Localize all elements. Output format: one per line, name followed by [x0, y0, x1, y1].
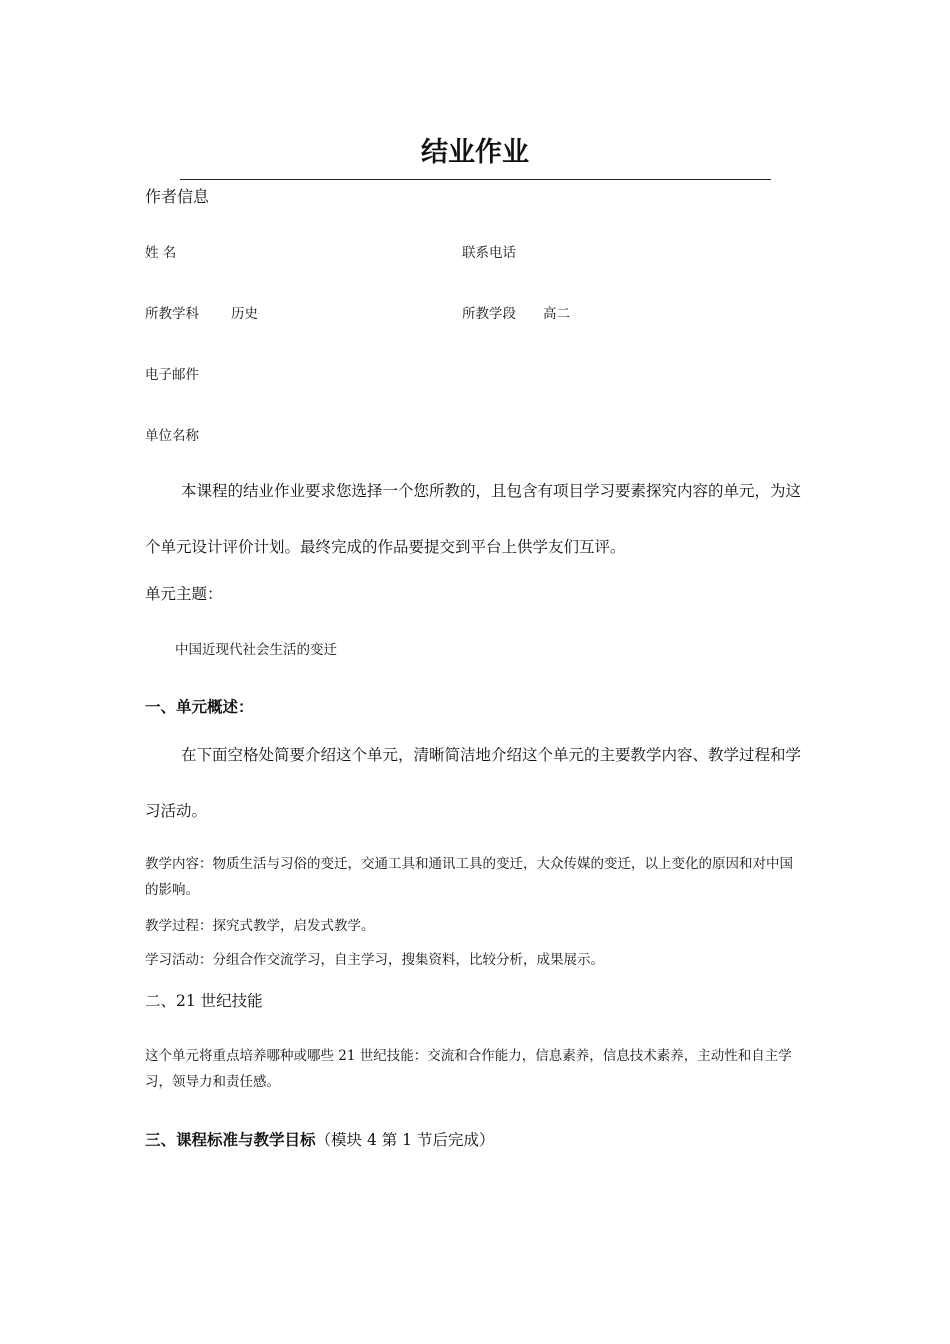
unit-label: 单位名称	[145, 428, 199, 444]
subject-label: 所教学科	[145, 306, 199, 322]
section3-heading-line	[145, 1128, 494, 1150]
document-title: 结业作业	[421, 137, 529, 168]
section1-instruction: 在下面空格处简要介绍这个单元，清晰简洁地介绍这个单元的主要教学内容、教学过程和学习活动。	[145, 746, 802, 820]
email-label: 电子邮件	[145, 367, 199, 383]
section2-heading: 二、21 世纪技能	[145, 992, 263, 1010]
phone-label: 联系电话	[462, 245, 516, 261]
teaching-process: 教学过程：探究式教学，启发式教学。	[145, 918, 375, 934]
unit-theme-label: 单元主题：	[145, 585, 223, 603]
section3-heading: 三、课程标准与教学目标	[145, 1131, 316, 1149]
grade-value: 高二	[543, 306, 570, 322]
learning-activities: 学习活动：分组合作交流学习，自主学习，搜集资料，比较分析，成果展示。	[145, 952, 604, 968]
intro-paragraph: 本课程的结业作业要求您选择一个您所教的，且包含有项目学习要素探究内容的单元，为这个单元设计评价计划。最终完成的作品要提交到平台上供学友们互评。	[145, 482, 802, 556]
subject-value: 历史	[231, 306, 258, 322]
author-info-heading: 作者信息	[145, 187, 210, 206]
name-label: 姓 名	[145, 245, 177, 261]
section1-heading: 一、单元概述：	[145, 698, 254, 716]
teaching-content: 教学内容：物质生活与习俗的变迁，交通工具和通讯工具的变迁，大众传媒的变迁，以上变化的原因和对中国的影响。	[145, 856, 793, 898]
unit-theme-value: 中国近现代社会生活的变迁	[175, 642, 337, 658]
grade-label: 所教学段	[462, 306, 516, 322]
section2-text: 这个单元将重点培养哪种或哪些 21 世纪技能：交流和合作能力，信息素养，信息技术素养，主动性和自主学习，领导力和责任感。	[145, 1048, 792, 1090]
title-underline	[180, 179, 771, 180]
section3-note: （模块 4 第 1 节后完成）	[315, 1131, 495, 1149]
